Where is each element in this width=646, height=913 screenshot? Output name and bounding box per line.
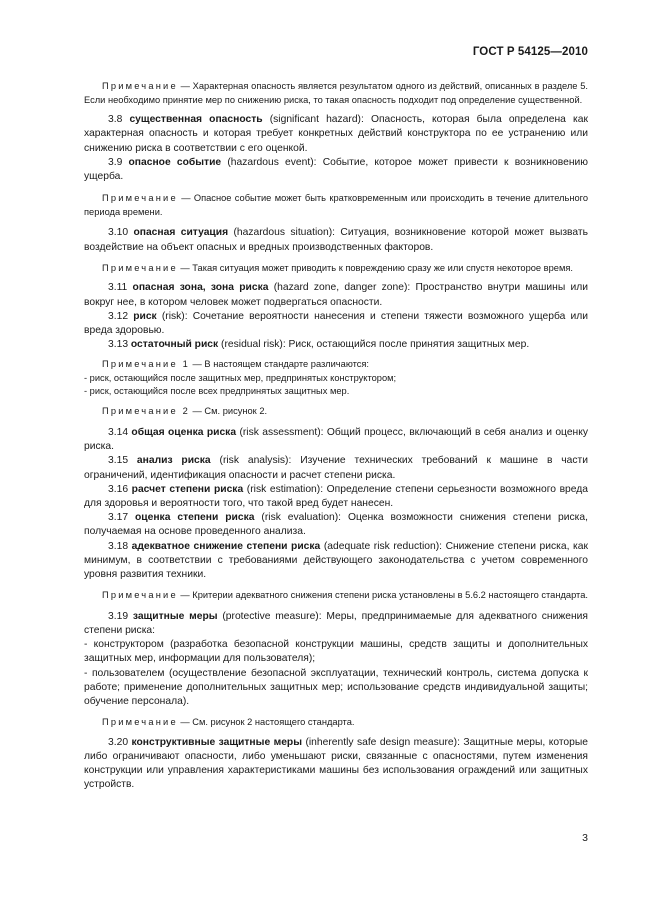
term-definition: (residual risk): Риск, остающийся после принятия защитных мер.	[218, 339, 530, 351]
list-item: - конструктором (разработка безопасной конструкции машины, средств защиты и дополнительных защитных мер, информации для пользователя);	[84, 639, 588, 665]
note-block	[84, 589, 588, 603]
definition-3-20	[84, 736, 588, 793]
definition-3-12	[84, 310, 588, 338]
term-definition: (risk assessment): Общий процесс, включающий в себя анализ и оценку риска.	[84, 427, 589, 453]
document-header: ГОСТ Р 54125—2010	[472, 46, 588, 58]
list-item: - риск, остающийся после защитных мер, предпринятых конструктором;	[84, 373, 397, 383]
definition-3-16	[84, 483, 588, 511]
note-block	[84, 192, 588, 219]
term-name: адекватное снижение степени риска	[131, 540, 321, 552]
note-prefix: Примечание	[102, 590, 178, 601]
note-prefix: Примечание 2	[102, 406, 190, 417]
term-definition: (significant hazard): Опасность, которая была определена как характерная опасность и которая требует конкретных действий конструктора по ее устранению или снижению риска в соответствии с его оценкой.	[84, 114, 588, 154]
note-block	[84, 358, 588, 372]
term-definition: (inherently safe design measure): Защитные меры, которые либо ограничивают опасности, либо уменьшают риски, связанные с опасностями, путем изменения конструкции или управления характеристиками машины без использования ограждений или защитных устройств.	[84, 736, 589, 791]
term-definition: (adequate risk reduction): Снижение степени риска, как минимум, в соответствии с требованиями действующего законодательства с учетом современного уровня развития техники.	[84, 540, 589, 581]
note-text: — Характерная опасность является результатом одного из действий, описанных в разделе 5. Если необходимо принятие мер по снижению риска, то такая опасность подходит под определение существенной.	[84, 81, 588, 105]
note-text: — В настоящем стандарте различаются:	[189, 359, 370, 370]
term-name: существенная опасность	[129, 114, 263, 126]
note-block	[84, 405, 588, 419]
term-number: 3.19	[108, 610, 133, 622]
term-number: 3.11	[108, 282, 133, 294]
page-number: 3	[582, 832, 588, 844]
term-number: 3.10	[108, 227, 134, 239]
term-name: оценка степени риска	[134, 512, 255, 524]
definition-3-14	[84, 426, 588, 454]
term-number: 3.13	[108, 339, 131, 351]
list-item: - риск, остающийся после всех предпринятых защитных мер.	[84, 386, 350, 397]
term-name: общая оценка риска	[131, 427, 237, 438]
term-definition: (risk evaluation): Оценка возможности снижения степени риска, получаемая на основе проведенного анализа.	[84, 512, 588, 538]
term-name: риск	[133, 310, 157, 322]
term-number: 3.9	[108, 156, 129, 168]
note-text: — См. рисунок 2.	[189, 406, 268, 417]
term-number: 3.16	[108, 483, 132, 495]
term-number: 3.15	[108, 455, 137, 467]
term-definition: (hazardous situation): Ситуация, возникновение которой может вызвать воздействие на объект опасных и вредных производственных факторов.	[84, 227, 588, 253]
term-number: 3.17	[108, 512, 135, 524]
note-prefix: Примечание	[102, 717, 178, 728]
definition-3-11	[84, 281, 588, 309]
term-definition: (risk estimation): Определение степени серьезности возможного вреда для здоровья и вероятности того, что такой вред будет нанесен.	[84, 483, 589, 510]
term-definition: (hazard zone, danger zone): Пространство внутри машины или вокруг нее, в котором человек может подвергаться опасности.	[84, 282, 588, 308]
note-text: — Опасное событие может быть кратковременным или происходить в течение длительного периода времени.	[84, 193, 588, 217]
list-item: - пользователем (осуществление безопасной эксплуатации, технический контроль, система допуска к работе; применение дополнительных защитных мер; использование средств индивидуальной защиты; обучение персонала).	[84, 667, 588, 708]
term-number: 3.8	[108, 114, 130, 126]
note-prefix: Примечание	[102, 262, 178, 273]
term-number: 3.12	[108, 310, 134, 322]
term-definition: (protective measure): Меры, предпринимаемые для адекватного снижения степени риска:	[84, 610, 588, 637]
definition-3-17	[84, 511, 588, 539]
term-definition: (risk analysis): Изучение технических требований к машине в части ограничений, идентификация опасности и расчет степени риска.	[84, 455, 588, 481]
term-number: 3.18	[108, 540, 132, 552]
definition-3-13	[84, 338, 588, 352]
term-number: 3.20	[108, 736, 132, 748]
term-name: остаточный риск	[130, 339, 219, 351]
definition-3-10	[84, 226, 588, 254]
term-name: опасная ситуация	[133, 227, 229, 239]
note-block	[84, 80, 588, 107]
term-name: расчет степени риска	[131, 483, 244, 495]
term-definition: (risk): Сочетание вероятности нанесения и степени тяжести возможного ущерба или вреда здоровью.	[84, 310, 588, 336]
definition-3-8	[84, 113, 588, 156]
term-name: анализ риска	[136, 455, 211, 467]
note-prefix: Примечание	[102, 81, 178, 91]
note-prefix: Примечание 1	[102, 359, 190, 370]
note-block	[84, 262, 588, 276]
term-definition: (hazardous event): Событие, которое может привести к возникновению ущерба.	[84, 156, 588, 182]
term-name: опасное событие	[128, 156, 222, 168]
document-body	[84, 80, 588, 793]
note-text: — Такая ситуация может приводить к повреждению сразу же или спустя некоторое время.	[177, 262, 573, 273]
definition-3-9	[84, 156, 588, 184]
note-text: — См. рисунок 2 настоящего стандарта.	[177, 717, 355, 728]
definition-3-15	[84, 454, 588, 482]
term-number: 3.14	[108, 427, 132, 438]
note-block	[84, 716, 588, 730]
definition-3-19	[84, 610, 588, 638]
term-name: защитные меры	[132, 610, 218, 622]
note-prefix: Примечание	[102, 193, 178, 204]
note-text: — Критерии адекватного снижения степени риска установлены в 5.6.2 настоящего стандарта.	[177, 590, 588, 601]
term-name: опасная зона, зона риска	[132, 282, 269, 294]
term-name: конструктивные защитные меры	[131, 736, 303, 748]
definition-3-18	[84, 540, 588, 583]
